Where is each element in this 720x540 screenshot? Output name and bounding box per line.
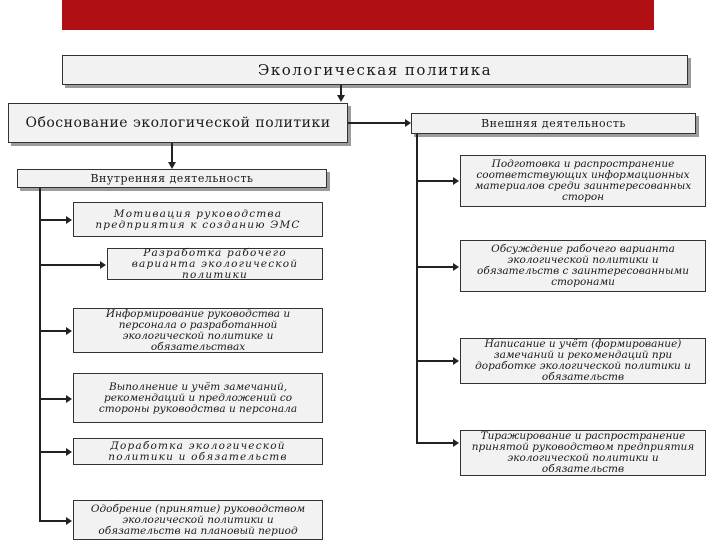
internal-step-box	[73, 202, 323, 237]
branch-line	[417, 180, 453, 182]
external-activity-box	[411, 113, 696, 134]
policy-title-box	[62, 55, 688, 85]
policy-title: Экологическая политика	[257, 60, 493, 79]
internal-step-text: Разработка рабочего варианта экологической политики	[131, 246, 299, 281]
branch-arrow	[66, 216, 72, 224]
branch-line	[40, 264, 100, 266]
basis-label: Обоснование экологической политики	[25, 115, 331, 131]
branch-arrow	[453, 357, 459, 365]
connector-line	[171, 143, 173, 163]
external-step-text: Написание и учёт (формирование) замечаний и рекомендаций при доработке экологической политики и обязательств	[475, 338, 691, 383]
internal-step-box	[73, 373, 323, 423]
internal-step-text: Доработка экологической политики и обязательств	[108, 439, 288, 463]
branch-line	[40, 330, 66, 332]
connector-arrow	[168, 162, 176, 169]
external-step-box	[460, 338, 706, 384]
external-step-text: Обсуждение рабочего варианта экологической политики и обязательств с заинтересованными сторонами	[477, 243, 689, 288]
internal-activity-label: Внутренняя деятельность	[90, 172, 254, 185]
branch-line	[417, 266, 453, 268]
connector-line	[348, 122, 405, 124]
internal-step-text: Выполнение и учёт замечаний, рекомендаций и предложений со стороны руководства и персонала	[98, 380, 298, 415]
internal-step-box	[73, 500, 323, 540]
branch-arrow	[453, 439, 459, 447]
branch-line	[417, 442, 453, 444]
branch-line	[40, 520, 66, 522]
internal-spine-line	[39, 188, 41, 522]
branch-line	[40, 451, 66, 453]
external-activity-label: Внешняя деятельность	[481, 117, 626, 130]
basis-box	[8, 103, 348, 143]
branch-arrow	[66, 517, 72, 525]
external-step-box	[460, 430, 706, 476]
external-step-box	[460, 240, 706, 292]
internal-step-text: Одобрение (принятие) руководством экологической политики и обязательств на плановый период	[90, 502, 306, 537]
branch-line	[417, 360, 453, 362]
internal-step-box	[107, 248, 323, 280]
branch-arrow	[100, 261, 106, 269]
header-accent-bar	[62, 0, 654, 30]
internal-step-box	[73, 308, 323, 353]
external-step-text: Подготовка и распространение соответствующих информационных материалов среди заинтересованных сторон	[474, 158, 692, 203]
branch-arrow	[66, 327, 72, 335]
external-step-box	[460, 155, 706, 207]
branch-arrow	[66, 448, 72, 456]
internal-activity-box	[17, 169, 327, 188]
internal-step-text: Мотивация руководства предприятия к созданию ЭМС	[95, 207, 301, 231]
branch-line	[40, 219, 66, 221]
connector-arrow	[337, 95, 345, 102]
internal-step-text: Информирование руководства и персонала о разработанной экологической политике и обязательствах	[105, 307, 291, 353]
internal-step-box	[73, 438, 323, 465]
branch-arrow	[66, 395, 72, 403]
external-step-text: Тиражирование и распространение принятой руководством предприятия экологической политики и обязательств	[471, 430, 695, 475]
branch-line	[40, 398, 66, 400]
branch-arrow	[453, 177, 459, 185]
branch-arrow	[453, 263, 459, 271]
